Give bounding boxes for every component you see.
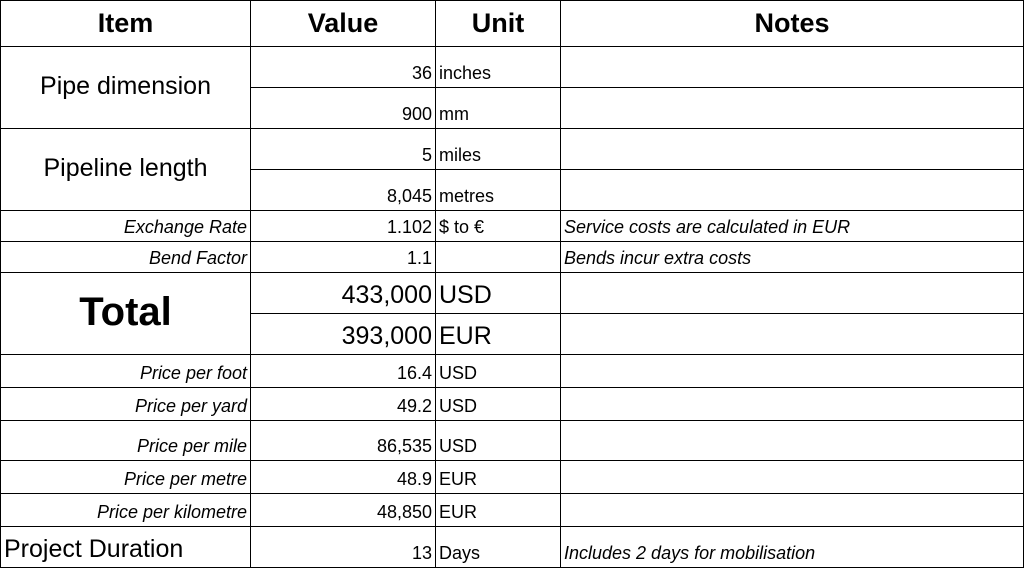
header-row xyxy=(1,1,1024,47)
cell-note[interactable] xyxy=(561,314,1024,355)
table-row xyxy=(1,388,1024,421)
cell-unit[interactable]: USD xyxy=(436,388,561,421)
cell-note[interactable] xyxy=(561,273,1024,314)
cell-note[interactable]: Includes 2 days for mobilisation xyxy=(561,527,1024,568)
cell-unit[interactable]: mm xyxy=(436,88,561,129)
cell-price-label[interactable]: Price per foot xyxy=(1,355,251,388)
cell-pipeline-length-label[interactable]: Pipeline length xyxy=(1,129,251,211)
cell-unit[interactable]: Days xyxy=(436,527,561,568)
cell-value[interactable]: 1.1 xyxy=(251,242,436,273)
table-row xyxy=(1,273,1024,314)
table-row xyxy=(1,129,1024,170)
header-notes[interactable]: Notes xyxy=(561,1,1024,47)
cell-unit[interactable]: miles xyxy=(436,129,561,170)
cell-note[interactable] xyxy=(561,355,1024,388)
table-row xyxy=(1,494,1024,527)
cell-note[interactable] xyxy=(561,494,1024,527)
cell-value[interactable]: 49.2 xyxy=(251,388,436,421)
cell-value[interactable]: 48,850 xyxy=(251,494,436,527)
cell-unit[interactable]: inches xyxy=(436,47,561,88)
cell-value[interactable]: 393,000 xyxy=(251,314,436,355)
cell-price-label[interactable]: Price per kilometre xyxy=(1,494,251,527)
cell-value[interactable]: 433,000 xyxy=(251,273,436,314)
header-unit[interactable]: Unit xyxy=(436,1,561,47)
cell-unit[interactable]: USD xyxy=(436,273,561,314)
cell-unit[interactable] xyxy=(436,242,561,273)
cell-value[interactable]: 8,045 xyxy=(251,170,436,211)
cell-pipe-dimension-label[interactable]: Pipe dimension xyxy=(1,47,251,129)
cell-value[interactable]: 1.102 xyxy=(251,211,436,242)
cell-unit[interactable]: EUR xyxy=(436,461,561,494)
cell-note[interactable] xyxy=(561,421,1024,461)
cell-unit[interactable]: $ to € xyxy=(436,211,561,242)
cell-note[interactable] xyxy=(561,461,1024,494)
cell-value[interactable]: 86,535 xyxy=(251,421,436,461)
cell-unit[interactable]: metres xyxy=(436,170,561,211)
cell-value[interactable]: 13 xyxy=(251,527,436,568)
table-row xyxy=(1,242,1024,273)
cell-note[interactable]: Bends incur extra costs xyxy=(561,242,1024,273)
cell-project-duration-label[interactable]: Project Duration xyxy=(1,527,251,568)
cell-note[interactable]: Service costs are calculated in EUR xyxy=(561,211,1024,242)
cell-bend-factor-label[interactable]: Bend Factor xyxy=(1,242,251,273)
cell-value[interactable]: 16.4 xyxy=(251,355,436,388)
cell-price-label[interactable]: Price per yard xyxy=(1,388,251,421)
cell-unit[interactable]: EUR xyxy=(436,494,561,527)
cell-note[interactable] xyxy=(561,88,1024,129)
table-row xyxy=(1,355,1024,388)
table-row xyxy=(1,47,1024,88)
cell-price-label[interactable]: Price per mile xyxy=(1,421,251,461)
cell-value[interactable]: 48.9 xyxy=(251,461,436,494)
cell-note[interactable] xyxy=(561,388,1024,421)
table-row xyxy=(1,421,1024,461)
cell-note[interactable] xyxy=(561,170,1024,211)
cell-unit[interactable]: USD xyxy=(436,355,561,388)
cell-value[interactable]: 36 xyxy=(251,47,436,88)
table-row xyxy=(1,461,1024,494)
cell-note[interactable] xyxy=(561,47,1024,88)
cell-total-label[interactable]: Total xyxy=(1,273,251,355)
header-value[interactable]: Value xyxy=(251,1,436,47)
table-row xyxy=(1,211,1024,242)
cell-value[interactable]: 5 xyxy=(251,129,436,170)
cell-note[interactable] xyxy=(561,129,1024,170)
cell-unit[interactable]: USD xyxy=(436,421,561,461)
cell-exchange-rate-label[interactable]: Exchange Rate xyxy=(1,211,251,242)
cell-value[interactable]: 900 xyxy=(251,88,436,129)
cell-unit[interactable]: EUR xyxy=(436,314,561,355)
table-row xyxy=(1,527,1024,568)
cell-price-label[interactable]: Price per metre xyxy=(1,461,251,494)
header-item[interactable]: Item xyxy=(1,1,251,47)
